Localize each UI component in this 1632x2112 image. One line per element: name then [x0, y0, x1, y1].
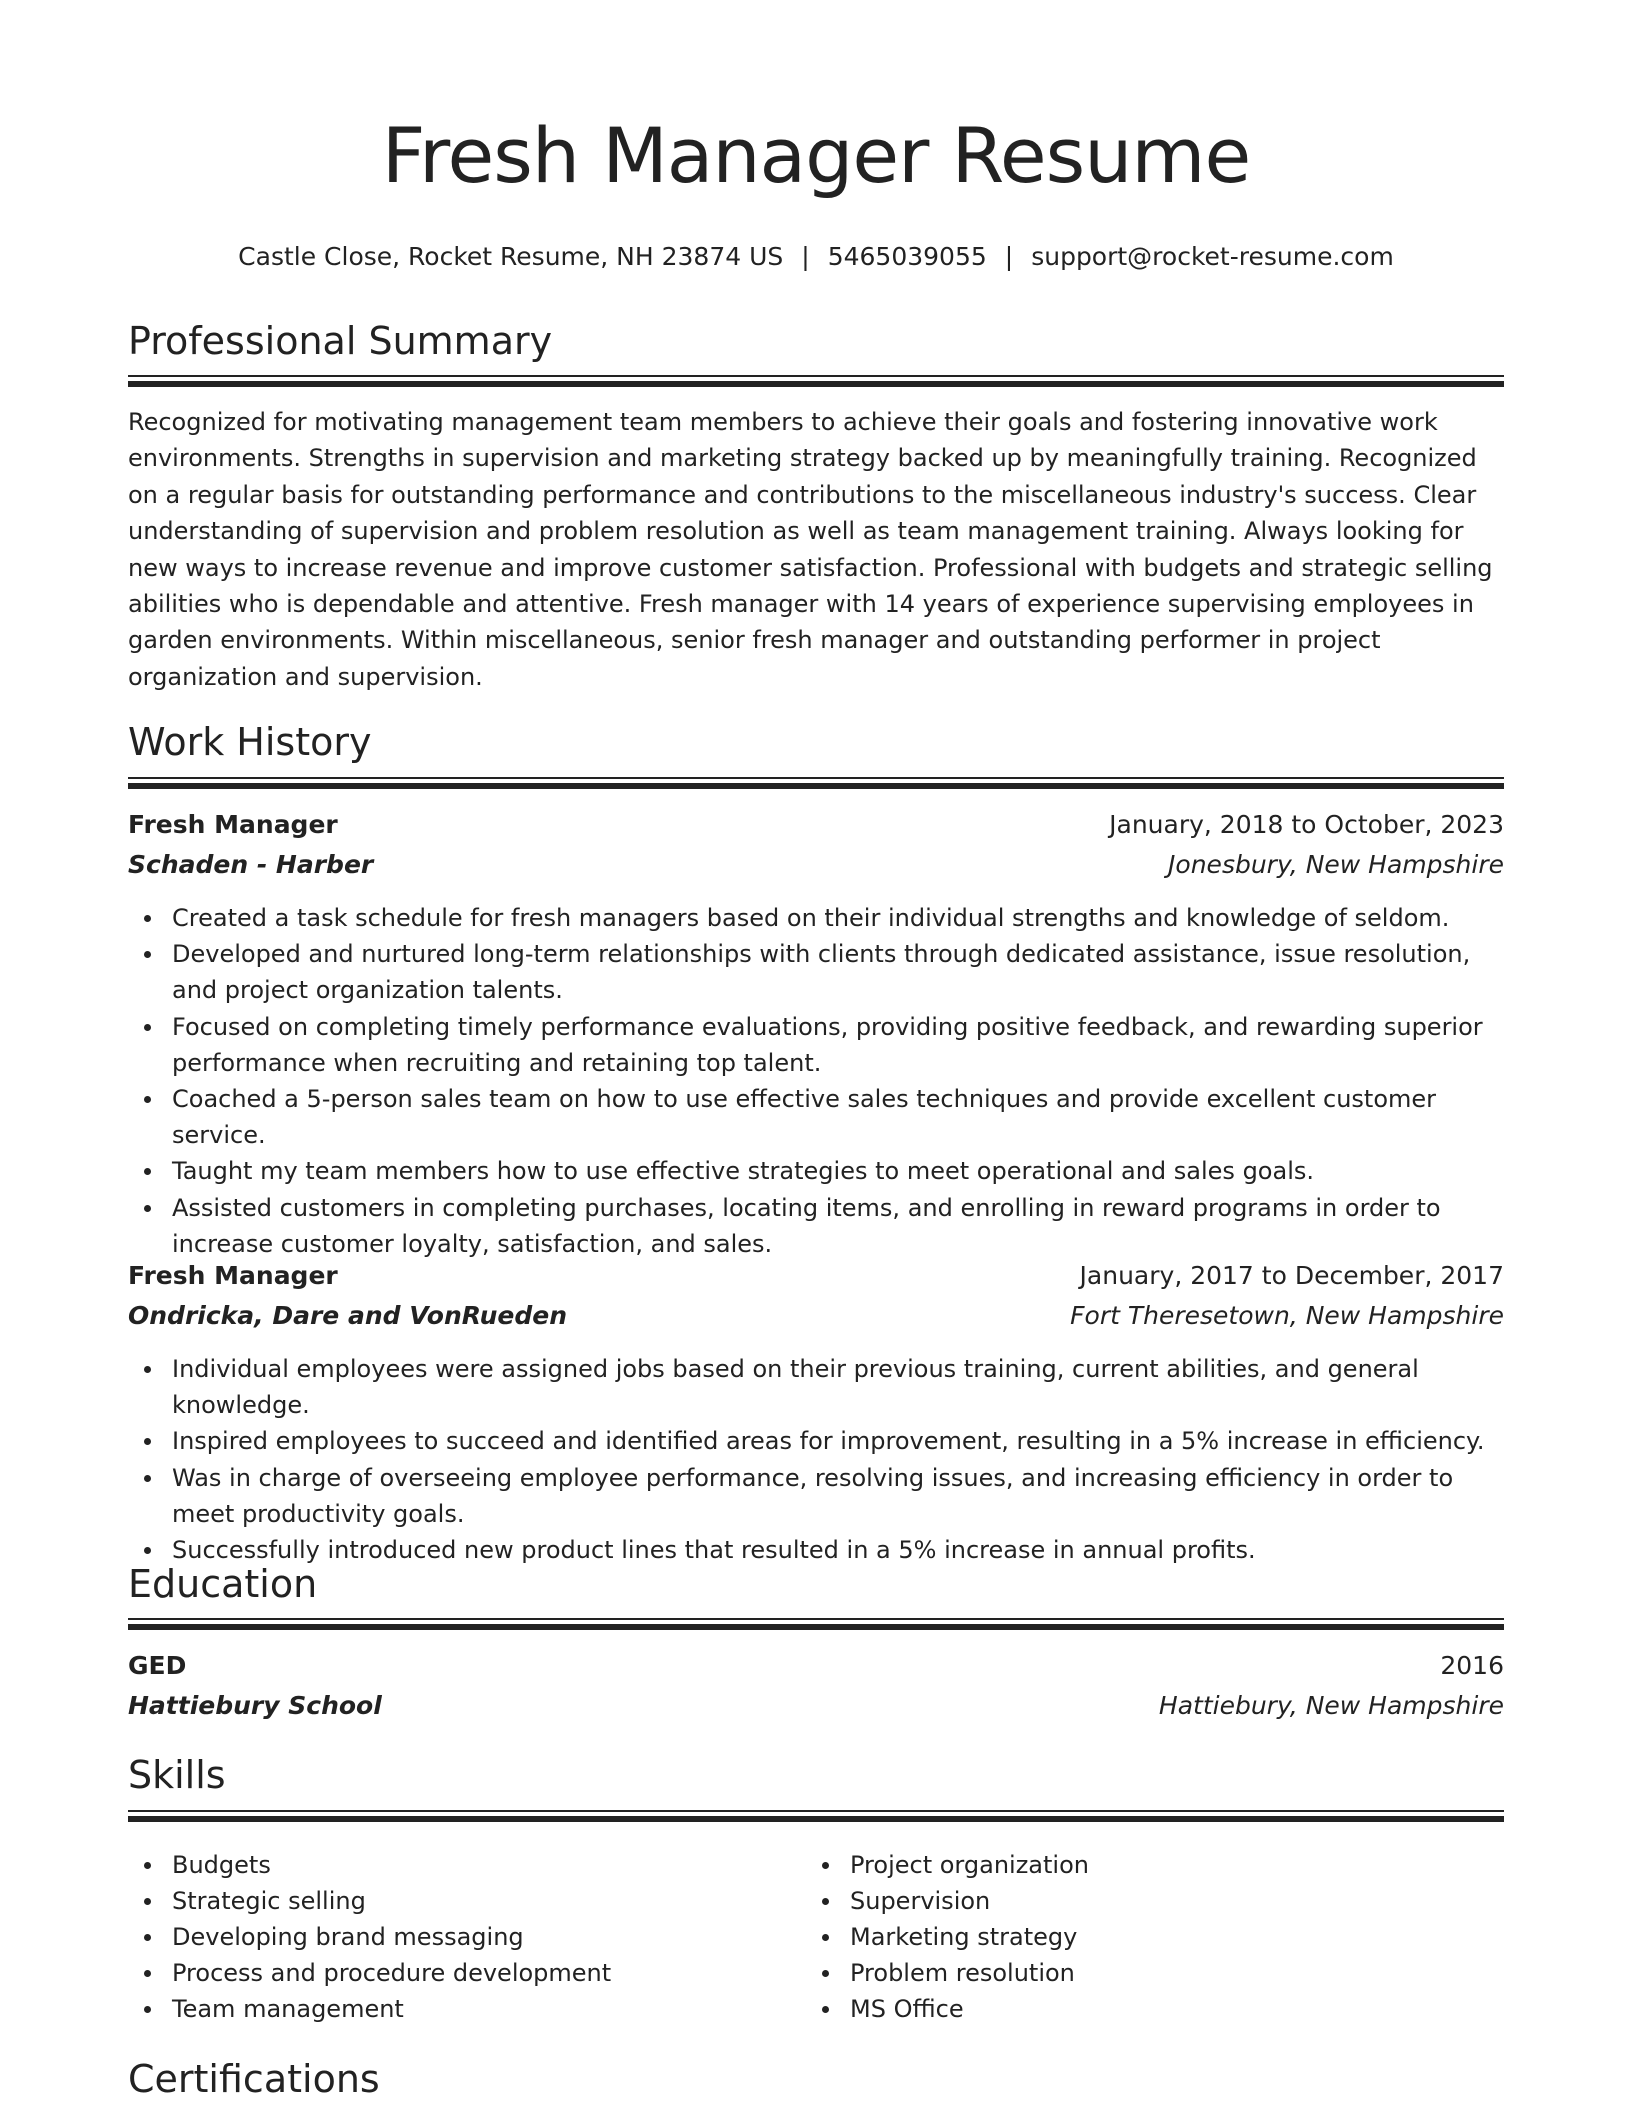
job-role: Fresh Manager	[128, 1261, 338, 1290]
contact-separator: |	[801, 242, 810, 271]
skill-item: Budgets	[172, 1847, 768, 1883]
job-company: Schaden - Harber	[128, 850, 374, 879]
skill-item: Strategic selling	[172, 1883, 768, 1919]
section-title-work-history: Work History	[128, 720, 372, 764]
list-item: Created a task schedule for fresh managers based on their individual strengths and knowledge of seldom.	[172, 900, 1504, 936]
section-title-education: Education	[128, 1562, 318, 1606]
job-header	[128, 807, 1504, 843]
contact-phone: 5465039055	[827, 242, 987, 271]
contact-email: support@rocket-resume.com	[1031, 242, 1394, 271]
job-company-row	[128, 1298, 1504, 1334]
contact-address: Castle Close, Rocket Resume, NH 23874 US	[238, 242, 784, 271]
skill-item: MS Office	[850, 1991, 1446, 2027]
skill-item: Marketing strategy	[850, 1919, 1446, 1955]
list-item: Developed and nurtured long-term relationships with clients through dedicated assistance, issue resolution, and project organization talents.	[172, 936, 1504, 1008]
skill-item: Project organization	[850, 1847, 1446, 1883]
education-school-row	[128, 1688, 1504, 1724]
list-item: Taught my team members how to use effective strategies to meet operational and sales goals.	[172, 1153, 1504, 1189]
skill-item: Supervision	[850, 1883, 1446, 1919]
skills-list-right	[806, 1847, 1446, 2027]
list-item: Successfully introduced new product lines that resulted in a 5% increase in annual profits.	[172, 1532, 1504, 1568]
list-item: Focused on completing timely performance evaluations, providing positive feedback, and rewarding superior performance when recruiting and retaining top talent.	[172, 1009, 1504, 1081]
skills-list-left	[128, 1847, 768, 2027]
education-degree: GED	[128, 1651, 187, 1680]
job-dates: January, 2018 to October, 2023	[1109, 810, 1504, 839]
list-item: Assisted customers in completing purchases, locating items, and enrolling in reward programs in order to increase customer loyalty, satisfaction, and sales.	[172, 1190, 1504, 1262]
job-dates: January, 2017 to December, 2017	[1079, 1261, 1504, 1290]
list-item: Coached a 5-person sales team on how to use effective sales techniques and provide excellent customer service.	[172, 1081, 1504, 1153]
section-title-certifications: Certifications	[128, 2057, 380, 2101]
education-location: Hattiebury, New Hampshire	[1158, 1691, 1504, 1720]
resume-title: Fresh Manager Resume	[381, 111, 1251, 200]
job-company-row	[128, 847, 1504, 883]
contact-separator: |	[1004, 242, 1014, 271]
skill-item: Developing brand messaging	[172, 1919, 768, 1955]
section-title-summary: Professional Summary	[128, 319, 553, 363]
skill-item: Team management	[172, 1991, 768, 2027]
list-item: Was in charge of overseeing employee performance, resolving issues, and increasing efficiency in order to meet productivity goals.	[172, 1460, 1504, 1532]
section-divider	[128, 375, 1504, 387]
list-item: Individual employees were assigned jobs based on their previous training, current abilities, and general knowledge.	[172, 1351, 1504, 1423]
section-divider	[128, 1618, 1504, 1630]
job-duties-list	[128, 1351, 1504, 1568]
section-title-skills: Skills	[128, 1753, 226, 1797]
job-location: Jonesbury, New Hampshire	[1168, 850, 1504, 879]
education-header	[128, 1648, 1504, 1684]
section-divider	[128, 777, 1504, 789]
job-duties-list	[128, 900, 1504, 1262]
job-role: Fresh Manager	[128, 810, 338, 839]
education-school: Hattiebury School	[128, 1691, 382, 1720]
job-company: Ondricka, Dare and VonRueden	[128, 1301, 568, 1330]
section-divider	[128, 1810, 1504, 1822]
list-item: Inspired employees to succeed and identified areas for improvement, resulting in a 5% increase in efficiency.	[172, 1423, 1504, 1459]
contact-line	[128, 242, 1504, 271]
skill-item: Process and procedure development	[172, 1955, 768, 1991]
job-location: Fort Theresetown, New Hampshire	[1070, 1301, 1504, 1330]
job-header	[128, 1258, 1504, 1294]
education-year: 2016	[1440, 1651, 1504, 1680]
skill-item: Problem resolution	[850, 1955, 1446, 1991]
summary-text: Recognized for motivating management team members to achieve their goals and fostering innovative work environments. Strengths in supervision and marketing strategy backed up by meaningfully training. Recognized on a regular basis for outstanding performance and contributions to the miscellaneous industry's success. Clear understanding of supervision and problem resolution as well as team management training. Always looking for new ways to increase revenue and improve customer satisfaction. Professional with budgets and strategic selling abilities who is dependable and attentive. Fresh manager with 14 years of experience supervising employees in garden environments. Within miscellaneous, senior fresh manager and outstanding performer in project organization and supervision.	[128, 408, 1493, 691]
